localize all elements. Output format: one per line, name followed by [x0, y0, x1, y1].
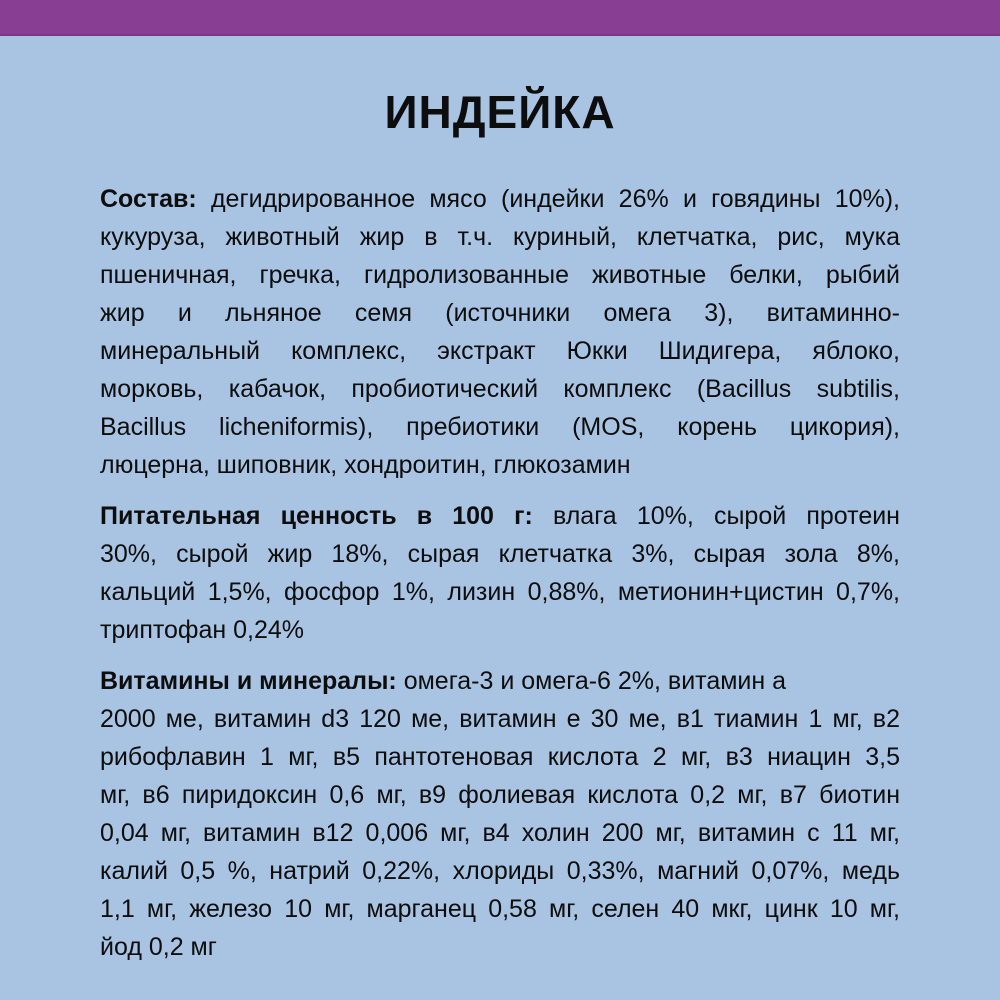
- text-line: Bacillus licheniformis), пребиотики (MOS, корень цикория),: [100, 413, 900, 441]
- text-line: Витамины и минералы: омега-3 и омега-6 2%, витамин а: [100, 667, 787, 695]
- section-paragraph: [100, 180, 900, 484]
- text-line: йод 0,2 мг: [100, 933, 217, 961]
- section-label: Состав:: [100, 185, 197, 213]
- text-line: кукуруза, животный жир в т.ч. куриный, клетчатка, рис, мука: [100, 223, 900, 251]
- text-line: 2000 ме, витамин d3 120 ме, витамин е 30 ме, в1 тиамин 1 мг, в2: [100, 705, 900, 733]
- section-paragraph: [100, 662, 900, 966]
- text-line: 30%, сырой жир 18%, сырая клетчатка 3%, сырая зола 8%,: [100, 540, 900, 568]
- section-paragraph: [100, 497, 900, 649]
- text-line: калий 0,5 %, натрий 0,22%, хлориды 0,33%, магний 0,07%, медь: [100, 857, 900, 885]
- text-line: пшеничная, гречка, гидролизованные животные белки, рыбий: [100, 261, 900, 289]
- header-bar: [0, 0, 1000, 36]
- text-line: люцерна, шиповник, хондроитин, глюкозамин: [100, 451, 631, 479]
- text-line: 1,1 мг, железо 10 мг, марганец 0,58 мг, селен 40 мкг, цинк 10 мг,: [100, 895, 900, 923]
- text-line: рибофлавин 1 мг, в5 пантотеновая кислота 2 мг, в3 ниацин 3,5: [100, 743, 900, 771]
- section-label: Витамины и минералы:: [100, 667, 397, 695]
- text-line: Состав: дегидрированное мясо (индейки 26% и говядины 10%),: [100, 185, 900, 213]
- text-line: морковь, кабачок, пробиотический комплекс (Bacillus subtilis,: [100, 375, 900, 403]
- section-label: Питательная ценность в 100 г:: [100, 502, 533, 530]
- text-line: 0,04 мг, витамин в12 0,006 мг, в4 холин 200 мг, витамин с 11 мг,: [100, 819, 900, 847]
- text-line: Питательная ценность в 100 г: влага 10%, сырой протеин: [100, 502, 900, 530]
- label-content: [100, 180, 900, 966]
- page-title: ИНДЕЙКА: [384, 86, 616, 138]
- text-line: мг, в6 пиридоксин 0,6 мг, в9 фолиевая кислота 0,2 мг, в7 биотин: [100, 781, 900, 809]
- text-line: триптофан 0,24%: [100, 616, 305, 644]
- text-line: кальций 1,5%, фосфор 1%, лизин 0,88%, метионин+цистин 0,7%,: [100, 578, 900, 606]
- text-line: жир и льняное семя (источники омега 3), витаминно-: [100, 299, 900, 327]
- text-line: минеральный комплекс, экстракт Юкки Шидигера, яблоко,: [100, 337, 900, 365]
